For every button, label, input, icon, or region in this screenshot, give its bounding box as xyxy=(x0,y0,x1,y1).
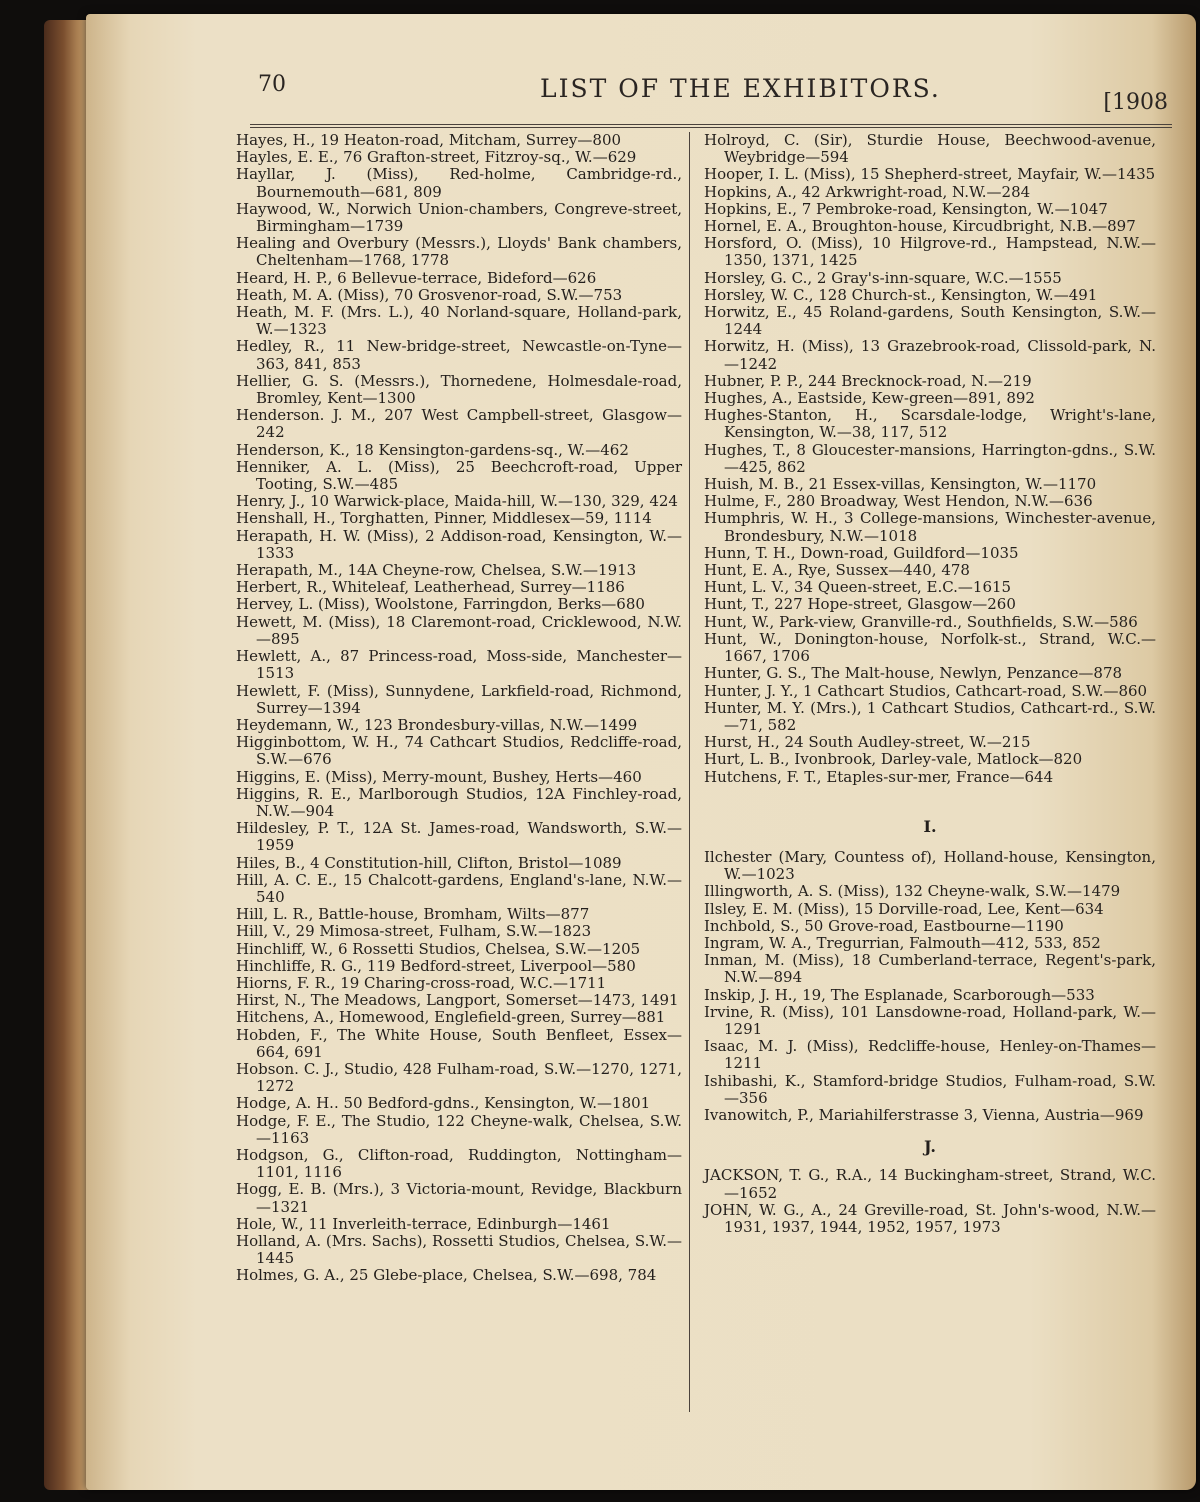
exhibitor-entry: Hewlett, A., 87 Princess-road, Moss-side, Manchester—1513 xyxy=(236,647,682,683)
exhibitor-entry: Hunter, J. Y., 1 Cathcart Studios, Cathcart-road, S.W.—860 xyxy=(704,681,1148,700)
exhibitor-entry: Holmes, G. A., 25 Glebe-place, Chelsea, S.W.—698, 784 xyxy=(236,1266,657,1285)
exhibitor-entry: Hill, V., 29 Mimosa-street, Fulham, S.W.—1823 xyxy=(236,922,592,941)
year-marker: [1908 xyxy=(1103,90,1168,115)
exhibitor-entry: Illingworth, A. S. (Miss), 132 Cheyne-walk, S.W.—1479 xyxy=(704,882,1121,901)
exhibitor-entry: Hildesley, P. T., 12A St. James-road, Wandsworth, S.W.—1959 xyxy=(236,819,682,855)
exhibitor-entry: Hooper, I. L. (Miss), 15 Shepherd-street, Mayfair, W.—1435 xyxy=(704,165,1156,184)
exhibitor-entry: Hervey, L. (Miss), Woolstone, Farringdon, Berks—680 xyxy=(236,595,645,614)
exhibitor-entry: Higgins, R. E., Marlborough Studios, 12A Finchley-road, N.W.—904 xyxy=(236,784,682,820)
exhibitor-entry: Ilchester (Mary, Countess of), Holland-house, Kensington, W.—1023 xyxy=(704,847,1156,884)
exhibitor-entry: Hole, W., 11 Inverleith-terrace, Edinburgh—1461 xyxy=(236,1214,611,1233)
exhibitor-entry: Hunter, G. S., The Malt-house, Newlyn, Penzance—878 xyxy=(704,664,1123,683)
exhibitor-entry: Higgins, E. (Miss), Merry-mount, Bushey, Herts—460 xyxy=(236,767,642,786)
left-column xyxy=(236,132,682,1285)
exhibitor-entry: Healing and Overbury (Messrs.), Lloyds' Bank chambers, Cheltenham—1768, 1778 xyxy=(236,234,682,270)
right-column xyxy=(704,132,1156,1236)
exhibitor-entry: Horsley, W. C., 128 Church-st., Kensington, W.—491 xyxy=(704,285,1098,304)
exhibitor-entry: Humphris, W. H., 3 College-mansions, Winchester-avenue, Brondesbury, N.W.—1018 xyxy=(704,509,1156,545)
exhibitor-entry: Hill, A. C. E., 15 Chalcott-gardens, England's-lane, N.W.—540 xyxy=(236,870,682,906)
exhibitor-entry: Hogg, E. B. (Mrs.), 3 Victoria-mount, Revidge, Blackburn—1321 xyxy=(236,1180,682,1216)
exhibitor-entry: Hunt, W., Park-view, Granville-rd., Southfields, S.W.—586 xyxy=(704,612,1138,631)
exhibitor-entry: Horwitz, E., 45 Roland-gardens, South Kensington, S.W.—1244 xyxy=(704,303,1156,339)
exhibitor-entry: Horsford, O. (Miss), 10 Hilgrove-rd., Hampstead, N.W.—1350, 1371, 1425 xyxy=(704,234,1156,270)
exhibitor-entry: Hughes, A., Eastside, Kew-green—891, 892 xyxy=(704,389,1035,408)
exhibitor-entry: Hubner, P. P., 244 Brecknock-road, N.—219 xyxy=(704,371,1032,390)
exhibitor-entry: Heard, H. P., 6 Bellevue-terrace, Bideford—626 xyxy=(236,268,597,287)
exhibitor-entry: Henderson. J. M., 207 West Campbell-street, Glasgow—242 xyxy=(236,406,682,442)
exhibitor-entry: Hewlett, F. (Miss), Sunnydene, Larkfield-road, Richmond, Surrey—1394 xyxy=(236,681,682,717)
exhibitor-entry: Hopkins, E., 7 Pembroke-road, Kensington, W.—1047 xyxy=(704,199,1108,218)
exhibitor-entry: Hobden, F., The White House, South Benfleet, Essex—664, 691 xyxy=(236,1025,682,1061)
book-page-edge xyxy=(44,20,92,1490)
exhibitor-entry: Hornel, E. A., Broughton-house, Kircudbright, N.B.—897 xyxy=(704,217,1136,236)
page-title: LIST OF THE EXHIBITORS. xyxy=(540,74,941,103)
exhibitor-entry: Hodgson, G., Clifton-road, Ruddington, Nottingham—1101, 1116 xyxy=(236,1145,682,1182)
exhibitor-entry: Herapath, M., 14A Cheyne-row, Chelsea, S.W.—1913 xyxy=(236,561,637,580)
exhibitor-entry: Henniker, A. L. (Miss), 25 Beechcroft-road, Upper Tooting, S.W.—485 xyxy=(236,457,682,494)
exhibitor-entry: Heath, M. A. (Miss), 70 Grosvenor-road, S.W.—753 xyxy=(236,285,623,304)
exhibitor-entry: Ingram, W. A., Tregurrian, Falmouth—412, 533, 852 xyxy=(704,933,1101,952)
exhibitor-entry: Hunt, W., Donington-house, Norfolk-st., Strand, W.C.—1667, 1706 xyxy=(704,629,1156,666)
page-number: 70 xyxy=(258,72,286,97)
exhibitor-entry: Higginbottom, W. H., 74 Cathcart Studios, Redcliffe-road, S.W.—676 xyxy=(236,733,682,769)
exhibitor-entry: Inman, M. (Miss), 18 Cumberland-terrace, Regent's-park, N.W.—894 xyxy=(704,951,1156,987)
exhibitor-entry: Hughes-Stanton, H., Scarsdale-lodge, Wright's-lane, Kensington, W.—38, 117, 512 xyxy=(704,406,1156,442)
section-j-entries xyxy=(704,1167,1156,1236)
exhibitor-entry: Hirst, N., The Meadows, Langport, Somerset—1473, 1491 xyxy=(236,991,679,1010)
exhibitor-entry: Hulme, F., 280 Broadway, West Hendon, N.W.—636 xyxy=(704,492,1093,511)
exhibitor-entry: Horwitz, H. (Miss), 13 Grazebrook-road, Clissold-park, N.—1242 xyxy=(704,337,1156,373)
exhibitor-entry: Hurt, L. B., Ivonbrook, Darley-vale, Matlock—820 xyxy=(704,750,1083,769)
exhibitor-entry: Hewett, M. (Miss), 18 Claremont-road, Cricklewood, N.W.—895 xyxy=(236,612,682,648)
exhibitor-entry: Hunter, M. Y. (Mrs.), 1 Cathcart Studios, Cathcart-rd., S.W.—71, 582 xyxy=(704,698,1156,734)
exhibitor-entry: Hughes, T., 8 Gloucester-mansions, Harrington-gdns., S.W.—425, 862 xyxy=(704,440,1156,476)
column-divider xyxy=(689,132,690,1412)
exhibitor-entry: JACKSON, T. G., R.A., 14 Buckingham-street, Strand, W.C.—1652 xyxy=(704,1166,1156,1202)
exhibitor-entry: Hinchliff, W., 6 Rossetti Studios, Chelsea, S.W.—1205 xyxy=(236,939,641,958)
exhibitor-entry: Isaac, M. J. (Miss), Redcliffe-house, Henley-on-Thames—1211 xyxy=(704,1037,1156,1073)
exhibitor-entry: Hedley, R., 11 New-bridge-street, Newcastle-on-Tyne—363, 841, 853 xyxy=(236,337,682,373)
exhibitor-entry: Holroyd, C. (Sir), Sturdie House, Beechwood-avenue, Weybridge—594 xyxy=(704,131,1156,167)
section-i-entries xyxy=(704,849,1156,1124)
exhibitor-entry: Hill, L. R., Battle-house, Bromham, Wilts—877 xyxy=(236,905,590,924)
exhibitor-entry: Ishibashi, K., Stamford-bridge Studios, Fulham-road, S.W.—356 xyxy=(704,1071,1156,1107)
exhibitor-entry: Inskip, J. H., 19, The Esplanade, Scarborough—533 xyxy=(704,985,1095,1004)
exhibitor-entry: Hayles, E. E., 76 Grafton-street, Fitzroy-sq., W.—629 xyxy=(236,148,637,167)
header-rule xyxy=(250,124,1172,128)
exhibitor-entry: Hunt, L. V., 34 Queen-street, E.C.—1615 xyxy=(704,578,1012,597)
exhibitor-entry: Ivanowitch, P., Mariahilferstrasse 3, Vienna, Austria—969 xyxy=(704,1105,1144,1124)
exhibitor-entry: Herbert, R., Whiteleaf, Leatherhead, Surrey—1186 xyxy=(236,578,625,597)
page-header xyxy=(250,66,1180,116)
exhibitor-entry: Hayllar, J. (Miss), Red-holme, Cambridge-rd., Bournemouth—681, 809 xyxy=(236,165,682,201)
exhibitor-entry: Ilsley, E. M. (Miss), 15 Dorville-road, Lee, Kent—634 xyxy=(704,899,1104,918)
exhibitor-entry: Haywood, W., Norwich Union-chambers, Congreve-street, Birmingham—1739 xyxy=(236,199,682,236)
exhibitor-entry: Henshall, H., Torghatten, Pinner, Middlesex—59, 1114 xyxy=(236,509,652,528)
exhibitor-entry: Hurst, H., 24 South Audley-street, W.—215 xyxy=(704,733,1031,752)
exhibitor-entry: Henderson, K., 18 Kensington-gardens-sq., W.—462 xyxy=(236,440,629,459)
exhibitor-entry: Holland, A. (Mrs. Sachs), Rossetti Studios, Chelsea, S.W.—1445 xyxy=(236,1232,682,1268)
exhibitor-entry: Hodge, F. E., The Studio, 122 Cheyne-walk, Chelsea, S.W.—1163 xyxy=(236,1111,682,1147)
section-h-continued xyxy=(704,132,1156,786)
exhibitor-entry: Heydemann, W., 123 Brondesbury-villas, N.W.—1499 xyxy=(236,715,638,734)
exhibitor-entry: Hunt, E. A., Rye, Sussex—440, 478 xyxy=(704,561,970,580)
exhibitor-entry: Irvine, R. (Miss), 101 Lansdowne-road, Holland-park, W.—1291 xyxy=(704,1002,1156,1038)
exhibitor-entry: Hobson. C. J., Studio, 428 Fulham-road, S.W.—1270, 1271, 1272 xyxy=(236,1059,682,1096)
exhibitor-entry: Hinchliffe, R. G., 119 Bedford-street, Liverpool—580 xyxy=(236,956,636,975)
section-heading-j: J. xyxy=(924,1137,936,1157)
exhibitor-entry: Hopkins, A., 42 Arkwright-road, N.W.—284 xyxy=(704,182,1031,201)
exhibitor-entry: Herapath, H. W. (Miss), 2 Addison-road, Kensington, W.—1333 xyxy=(236,526,682,562)
exhibitor-entry: Hayes, H., 19 Heaton-road, Mitcham, Surrey—800 xyxy=(236,131,622,149)
exhibitor-entry: Hutchens, F. T., Etaples-sur-mer, France—644 xyxy=(704,767,1054,786)
exhibitor-entry: Hellier, G. S. (Messrs.), Thornedene, Holmesdale-road, Bromley, Kent—1300 xyxy=(236,371,682,408)
exhibitor-entry: Hunt, T., 227 Hope-street, Glasgow—260 xyxy=(704,595,1016,614)
exhibitor-entry: JOHN, W. G., A., 24 Greville-road, St. John's-wood, N.W.—1931, 1937, 1944, 1952, 1957, 1973 xyxy=(704,1200,1156,1236)
section-heading-i: I. xyxy=(923,816,937,836)
exhibitor-entry: Huish, M. B., 21 Essex-villas, Kensington, W.—1170 xyxy=(704,475,1097,494)
exhibitor-entry: Heath, M. F. (Mrs. L.), 40 Norland-square, Holland-park, W.—1323 xyxy=(236,303,682,339)
exhibitor-entry: Hiles, B., 4 Constitution-hill, Clifton, Bristol—1089 xyxy=(236,853,622,872)
exhibitor-entry: Hodge, A. H.. 50 Bedford-gdns., Kensington, W.—1801 xyxy=(236,1094,651,1113)
exhibitor-entry: Hunn, T. H., Down-road, Guildford—1035 xyxy=(704,543,1019,562)
exhibitor-entry: Hitchens, A., Homewood, Englefield-green, Surrey—881 xyxy=(236,1008,666,1027)
exhibitor-entry: Hiorns, F. R., 19 Charing-cross-road, W.C.—1711 xyxy=(236,973,607,992)
exhibitor-entry: Horsley, G. C., 2 Gray's-inn-square, W.C.—1555 xyxy=(704,268,1062,287)
exhibitor-entry: Henry, J., 10 Warwick-place, Maida-hill, W.—130, 329, 424 xyxy=(236,492,678,511)
exhibitor-entry: Inchbold, S., 50 Grove-road, Eastbourne—1190 xyxy=(704,916,1064,935)
